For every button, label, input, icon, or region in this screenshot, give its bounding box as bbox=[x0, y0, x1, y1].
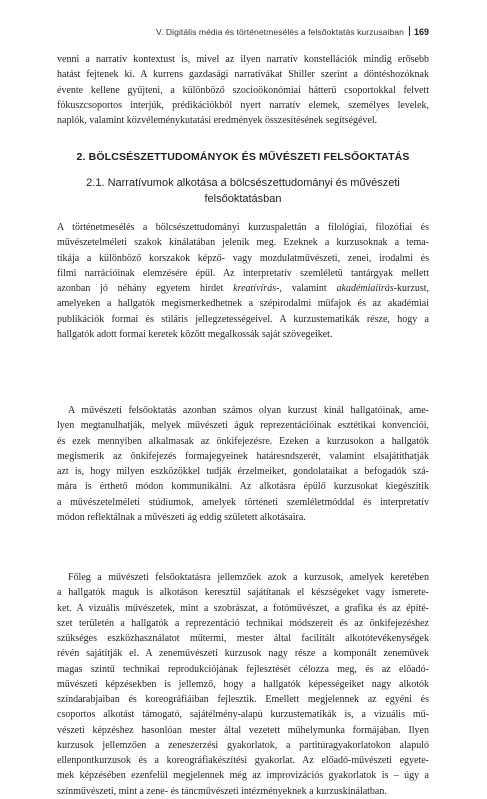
text-line: hatást fejtenek ki. A kurrens gazdasági narratívákat Shiller szerint a döntéshozóknak bbox=[57, 69, 429, 81]
text-line: és ezek mennyiben alkalmasak az önkifejezésre. Ezeken a kurzusokon a hallgatók bbox=[57, 435, 429, 447]
text-line: kurzusok jellemzően a zeneszerzési gyakorlatok, a partitúragyakorlatokon alapuló bbox=[57, 739, 429, 751]
paragraph-3 bbox=[57, 570, 429, 799]
text-line: fókuszcsoportos interjúk, prédikációkból nyert narratív elemek, személyes levelek, bbox=[57, 99, 429, 111]
intro-paragraph bbox=[57, 52, 429, 128]
text-line: magas szintű technikai reprodukciójának fejlesztését célozza meg, és az előadó- bbox=[57, 663, 429, 675]
running-title: V. Digitális média és történetmesélés a felsőoktatás kurzusaiban bbox=[156, 27, 404, 37]
text-line: Főleg a művészeti felsőoktatásra jellemzőek azok a kurzusok, amelyek keretében bbox=[68, 572, 429, 583]
subsection-title-line: 2.1. Narratívumok alkotása a bölcsészettudományi és művészeti bbox=[86, 177, 400, 189]
text-line: szet területén a hallgatók a reprezentáció technikai módszereit és az önkifejezéshez bbox=[57, 617, 429, 629]
text-line: azt is, hogy milyen eszközökkel tudják érzelmeiket, gondolataikat a befogadók szá- bbox=[57, 466, 429, 477]
subsection-title bbox=[57, 176, 429, 207]
text-line: művészetelméleti szakok kínálatában jelenik meg. Ezeknek a kurzusoknak a tema- bbox=[57, 237, 429, 249]
text-line: hallgatók adott formai keretek között megalkossák saját szövegeiket. bbox=[57, 328, 333, 340]
running-header bbox=[156, 25, 429, 37]
text-line: színdarabjaiban és koreográfiáiban fejlesztik. Emellett megjelennek az egyéni és bbox=[57, 694, 429, 705]
text-line: venni a narratív kontextust is, mivel az ilyen narratív konstellációk mindig erősebb bbox=[57, 54, 429, 65]
text-line: filmi narrációinak elemzésére épül. Az interpretatív szemléletű tantárgyak mellett bbox=[57, 267, 429, 279]
page-number: 169 bbox=[413, 27, 429, 37]
text-line: naplók, valamint közvéleménykutatási eredmények összesítésének segítségével. bbox=[57, 115, 378, 126]
text-line: módon reflektálnak a művészeti ág eddig született alkotásaira. bbox=[57, 511, 306, 523]
text-line: évente kellene gyűjteni, a különböző szocioökonómiai hátterű csoportokkal felvett bbox=[57, 84, 429, 96]
text-line: a művészetelméleti stúdiumok, amelyek történeti szemléletmóddal és interpretatív bbox=[57, 496, 429, 508]
section-title: 2. BÖLCSÉSZETTUDOMÁNYOK ÉS MŰVÉSZETI FELSŐOKTATÁS bbox=[76, 151, 410, 163]
text-line: mára is érthető módon kommunikálni. Az alkotásra épülő kurzusokat kiegészítik bbox=[57, 481, 429, 493]
text-line: szükséges eszközhasználatot műtermi, mester által facilitált alkotótevékenységek bbox=[57, 633, 429, 644]
text-line: lyen megtanulhatják, melyek művészeti águk reprezentációinak esztétikai konvenciói, bbox=[57, 420, 429, 432]
text-line: mek képzésében ezenfelül megjelennek még az improvizációs gyakorlatok is – úgy a bbox=[57, 770, 429, 782]
emphasized-term: kreatívírás- bbox=[233, 283, 280, 294]
header-divider bbox=[409, 26, 410, 36]
subsection-title-line: felsőoktatásban bbox=[204, 192, 282, 205]
text-line: a hallgatók maguk is alkotáson keresztül sajátítanak el készségeket vagy ismerete- bbox=[57, 587, 429, 599]
emphasized-term: akadémiaiírás- bbox=[336, 283, 398, 294]
text-line: publikációk formai és stiláris jellegzetességeivel. A kurzustematikák része, hogy a bbox=[57, 313, 429, 325]
text-line: A művészeti felsőoktatás azonban számos olyan kurzust kínál hallgatóinak, ame- bbox=[68, 405, 429, 416]
text-line: tikája a különböző korszakok képző- vagy mozdulatművészeti, zenei, irodalmi és bbox=[57, 252, 429, 264]
text-line: vészeti képzéshez hasonlóan mester által vezetett műhelymunka formájában. Ilyen bbox=[57, 724, 429, 736]
text-line: ellenpontkurzusok és a koreográfiakészítési gyakorlat. Az előadó-művészeti egyete- bbox=[57, 755, 429, 766]
text-line: színművészeti, mint a zene- és táncművészeti intézményeknek a kurzuskínálatban. bbox=[57, 785, 387, 797]
text-line: csoportos alkotást támogató, sajátélmény-alapú kurzustematikák is, a vizuális mű- bbox=[57, 709, 429, 721]
text-line: művészeti képzésekben is jellemző, hogy a hallgatók képességeiket nagy alkotók bbox=[57, 678, 429, 690]
text-line: ket. A vizuális művészetek, mint a szobrászat, a fotóművészet, a grafika és az építé- bbox=[57, 602, 429, 614]
text-line: révén sajátítják el. A zeneművészeti kurzusok nagy része a komponált zeneművek bbox=[57, 648, 429, 660]
text-line: azonban jó néhány egyetem hirdet kreatívírás-, valamint akadémiaiírás-kurzust, bbox=[57, 283, 429, 294]
text-line: A történetmesélés a bölcsészettudományi kurzuspalettán a filológiai, filozófiai és bbox=[57, 222, 429, 233]
text-line: amelyeken a hallgatók megismerkedhetnek a szépirodalmi műfajok és az akadémiai bbox=[57, 298, 429, 310]
paragraph-1 bbox=[57, 220, 429, 342]
text-line: megismerik az önkifejezés formajegyeinek határesndszerét, valamint elsajátíthatják bbox=[57, 450, 429, 462]
paragraph-2 bbox=[57, 403, 429, 525]
